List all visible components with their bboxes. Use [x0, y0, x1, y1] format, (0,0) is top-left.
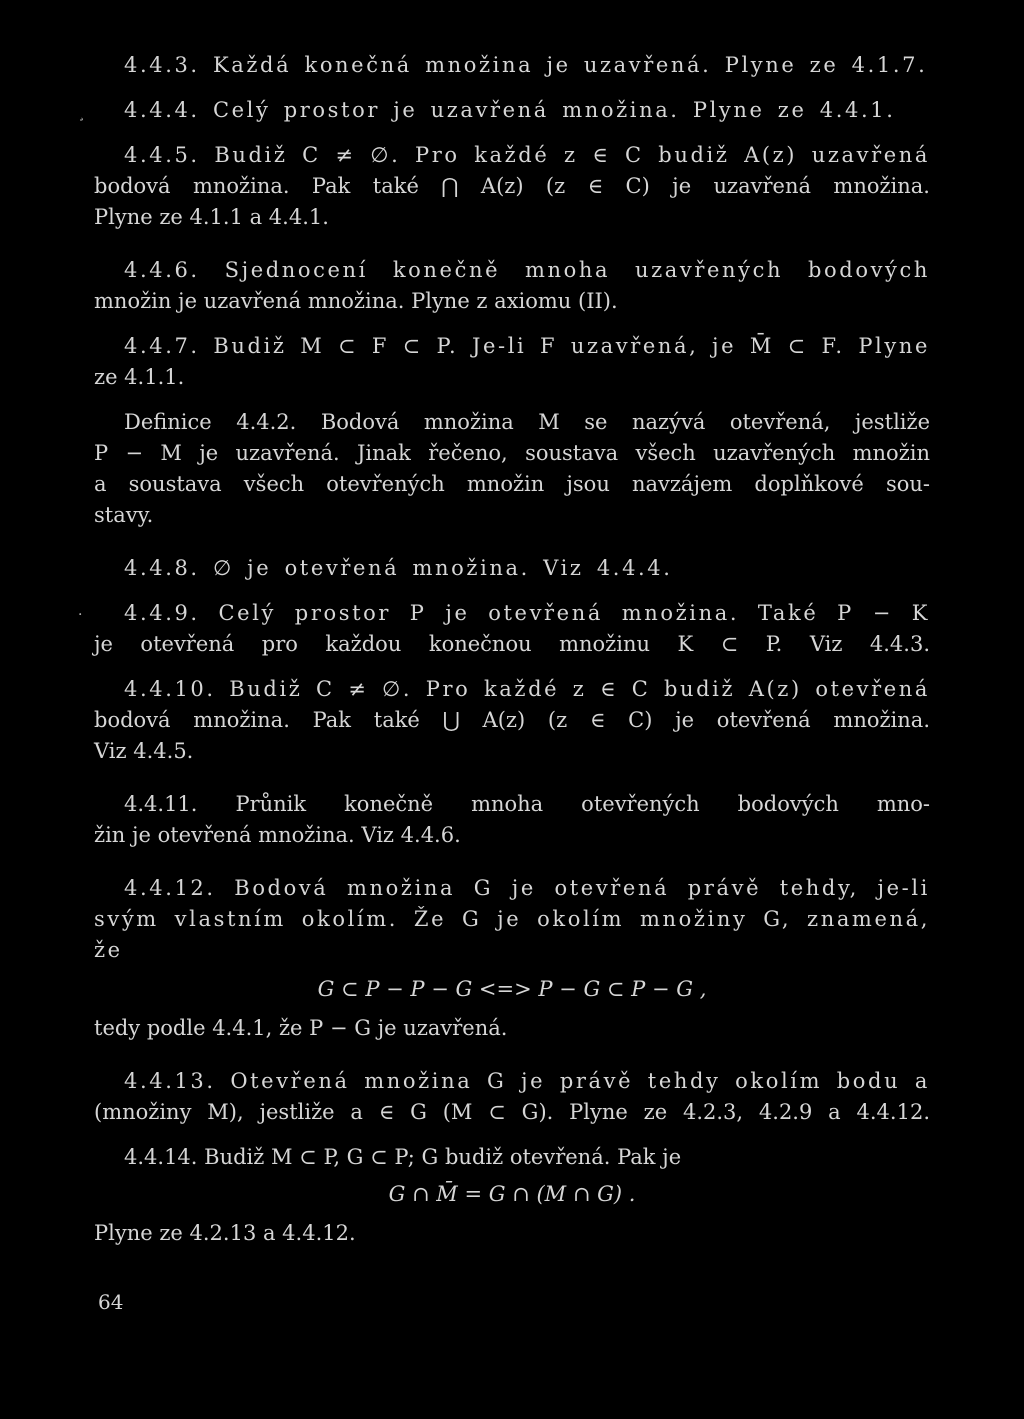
paragraph-4-4-9 [78, 598, 930, 660]
text-line: 4.4.11. Průnik konečně mnoha otevřených bodových mno- [124, 792, 930, 816]
paragraph-4-4-10 [94, 674, 930, 767]
paragraph-4-4-11 [94, 789, 930, 851]
paragraph-4-4-14 [94, 1142, 930, 1249]
text-line: 4.4.7. Budiž M ⊂ F ⊂ P. Je-li F uzavřená, je M̄ ⊂ F. Plyne [124, 334, 930, 358]
text-line: stavy. [94, 503, 154, 527]
text-line: (množiny M), jestliže a ∈ G (M ⊂ G). Plyne ze 4.2.3, 4.2.9 a 4.4.12. [94, 1100, 930, 1124]
text-line: je otevřená pro každou konečnou množinu K ⊂ P. Viz 4.4.3. [94, 632, 930, 656]
text-line: P − M je uzavřená. Jinak řečeno, soustava všech uzavřených množin [94, 441, 930, 465]
paragraph-4-4-7 [94, 331, 930, 393]
text-line: 4.4.13. Otevřená množina G je právě tehdy okolím bodu a [124, 1069, 930, 1093]
text-line: a soustava všech otevřených množin jsou navzájem doplňkové sou- [94, 472, 930, 496]
text-line: 4.4.3. Každá konečná množina je uzavřená. Plyne ze 4.1.7. [124, 53, 928, 77]
text-line: Definice 4.4.2. Bodová množina M se nazývá otevřená, jestliže [124, 410, 930, 434]
text-line: 4.4.5. Budiž C ≠ ∅. Pro každé z ∈ C budiž A(z) uzavřená [124, 143, 930, 167]
text-line: 4.4.6. Sjednocení konečně mnoha uzavřených bodových [124, 258, 930, 282]
text-line: Plyne ze 4.1.1 a 4.4.1. [94, 205, 329, 229]
text-line: 4.4.12. Bodová množina G je otevřená právě tehdy, je-li [124, 876, 930, 900]
text-line: Viz 4.4.5. [94, 739, 194, 763]
text-line: 4.4.9. Celý prostor P je otevřená množina. Také P − K [124, 601, 930, 625]
paragraph-4-4-13 [94, 1066, 930, 1128]
paragraph-4-4-4 [78, 95, 930, 126]
text-line: 4.4.14. Budiž M ⊂ P, G ⊂ P; G budiž otevřená. Pak je [124, 1145, 682, 1169]
text-line: množin je uzavřená množina. Plyne z axiomu (II). [94, 289, 618, 313]
paragraph-4-4-8 [94, 553, 930, 584]
paragraph-4-4-5 [94, 140, 930, 233]
margin-mark: · [78, 607, 83, 623]
text-line: 4.4.4. Celý prostor je uzavřená množina. Plyne ze 4.4.1. [124, 98, 896, 122]
paragraph-4-4-6 [94, 255, 930, 317]
margin-mark: ¸ [78, 106, 85, 122]
paragraph-4-4-3 [94, 50, 930, 81]
formula: G ⊂ P − P − G <=> P − G ⊂ P − G , [317, 977, 707, 1001]
text-line: bodová množina. Pak také ⋃ A(z) (z ∈ C) je otevřená množina. [94, 708, 930, 732]
paragraph-4-4-12 [94, 873, 930, 1044]
text-line: 4.4.10. Budiž C ≠ ∅. Pro každé z ∈ C budiž A(z) otevřená [124, 677, 930, 701]
text-line: svým vlastním okolím. Že G je okolím množiny G, znamená, že [94, 907, 930, 962]
text-line: ze 4.1.1. [94, 365, 185, 389]
page-number: 64 [98, 1290, 124, 1314]
text-line: Plyne ze 4.2.13 a 4.4.12. [94, 1221, 356, 1245]
text-line: 4.4.8. ∅ je otevřená množina. Viz 4.4.4. [124, 556, 673, 580]
page-body [78, 50, 930, 1249]
text-line: bodová množina. Pak také ⋂ A(z) (z ∈ C) je uzavřená množina. [94, 174, 930, 198]
definition-4-4-2 [94, 407, 930, 531]
formula: G ∩ M̄ = G ∩ (M ∩ G) . [388, 1182, 636, 1206]
text-line: tedy podle 4.4.1, že P − G je uzavřená. [94, 1016, 508, 1040]
text-line: žin je otevřená množina. Viz 4.4.6. [94, 823, 461, 847]
